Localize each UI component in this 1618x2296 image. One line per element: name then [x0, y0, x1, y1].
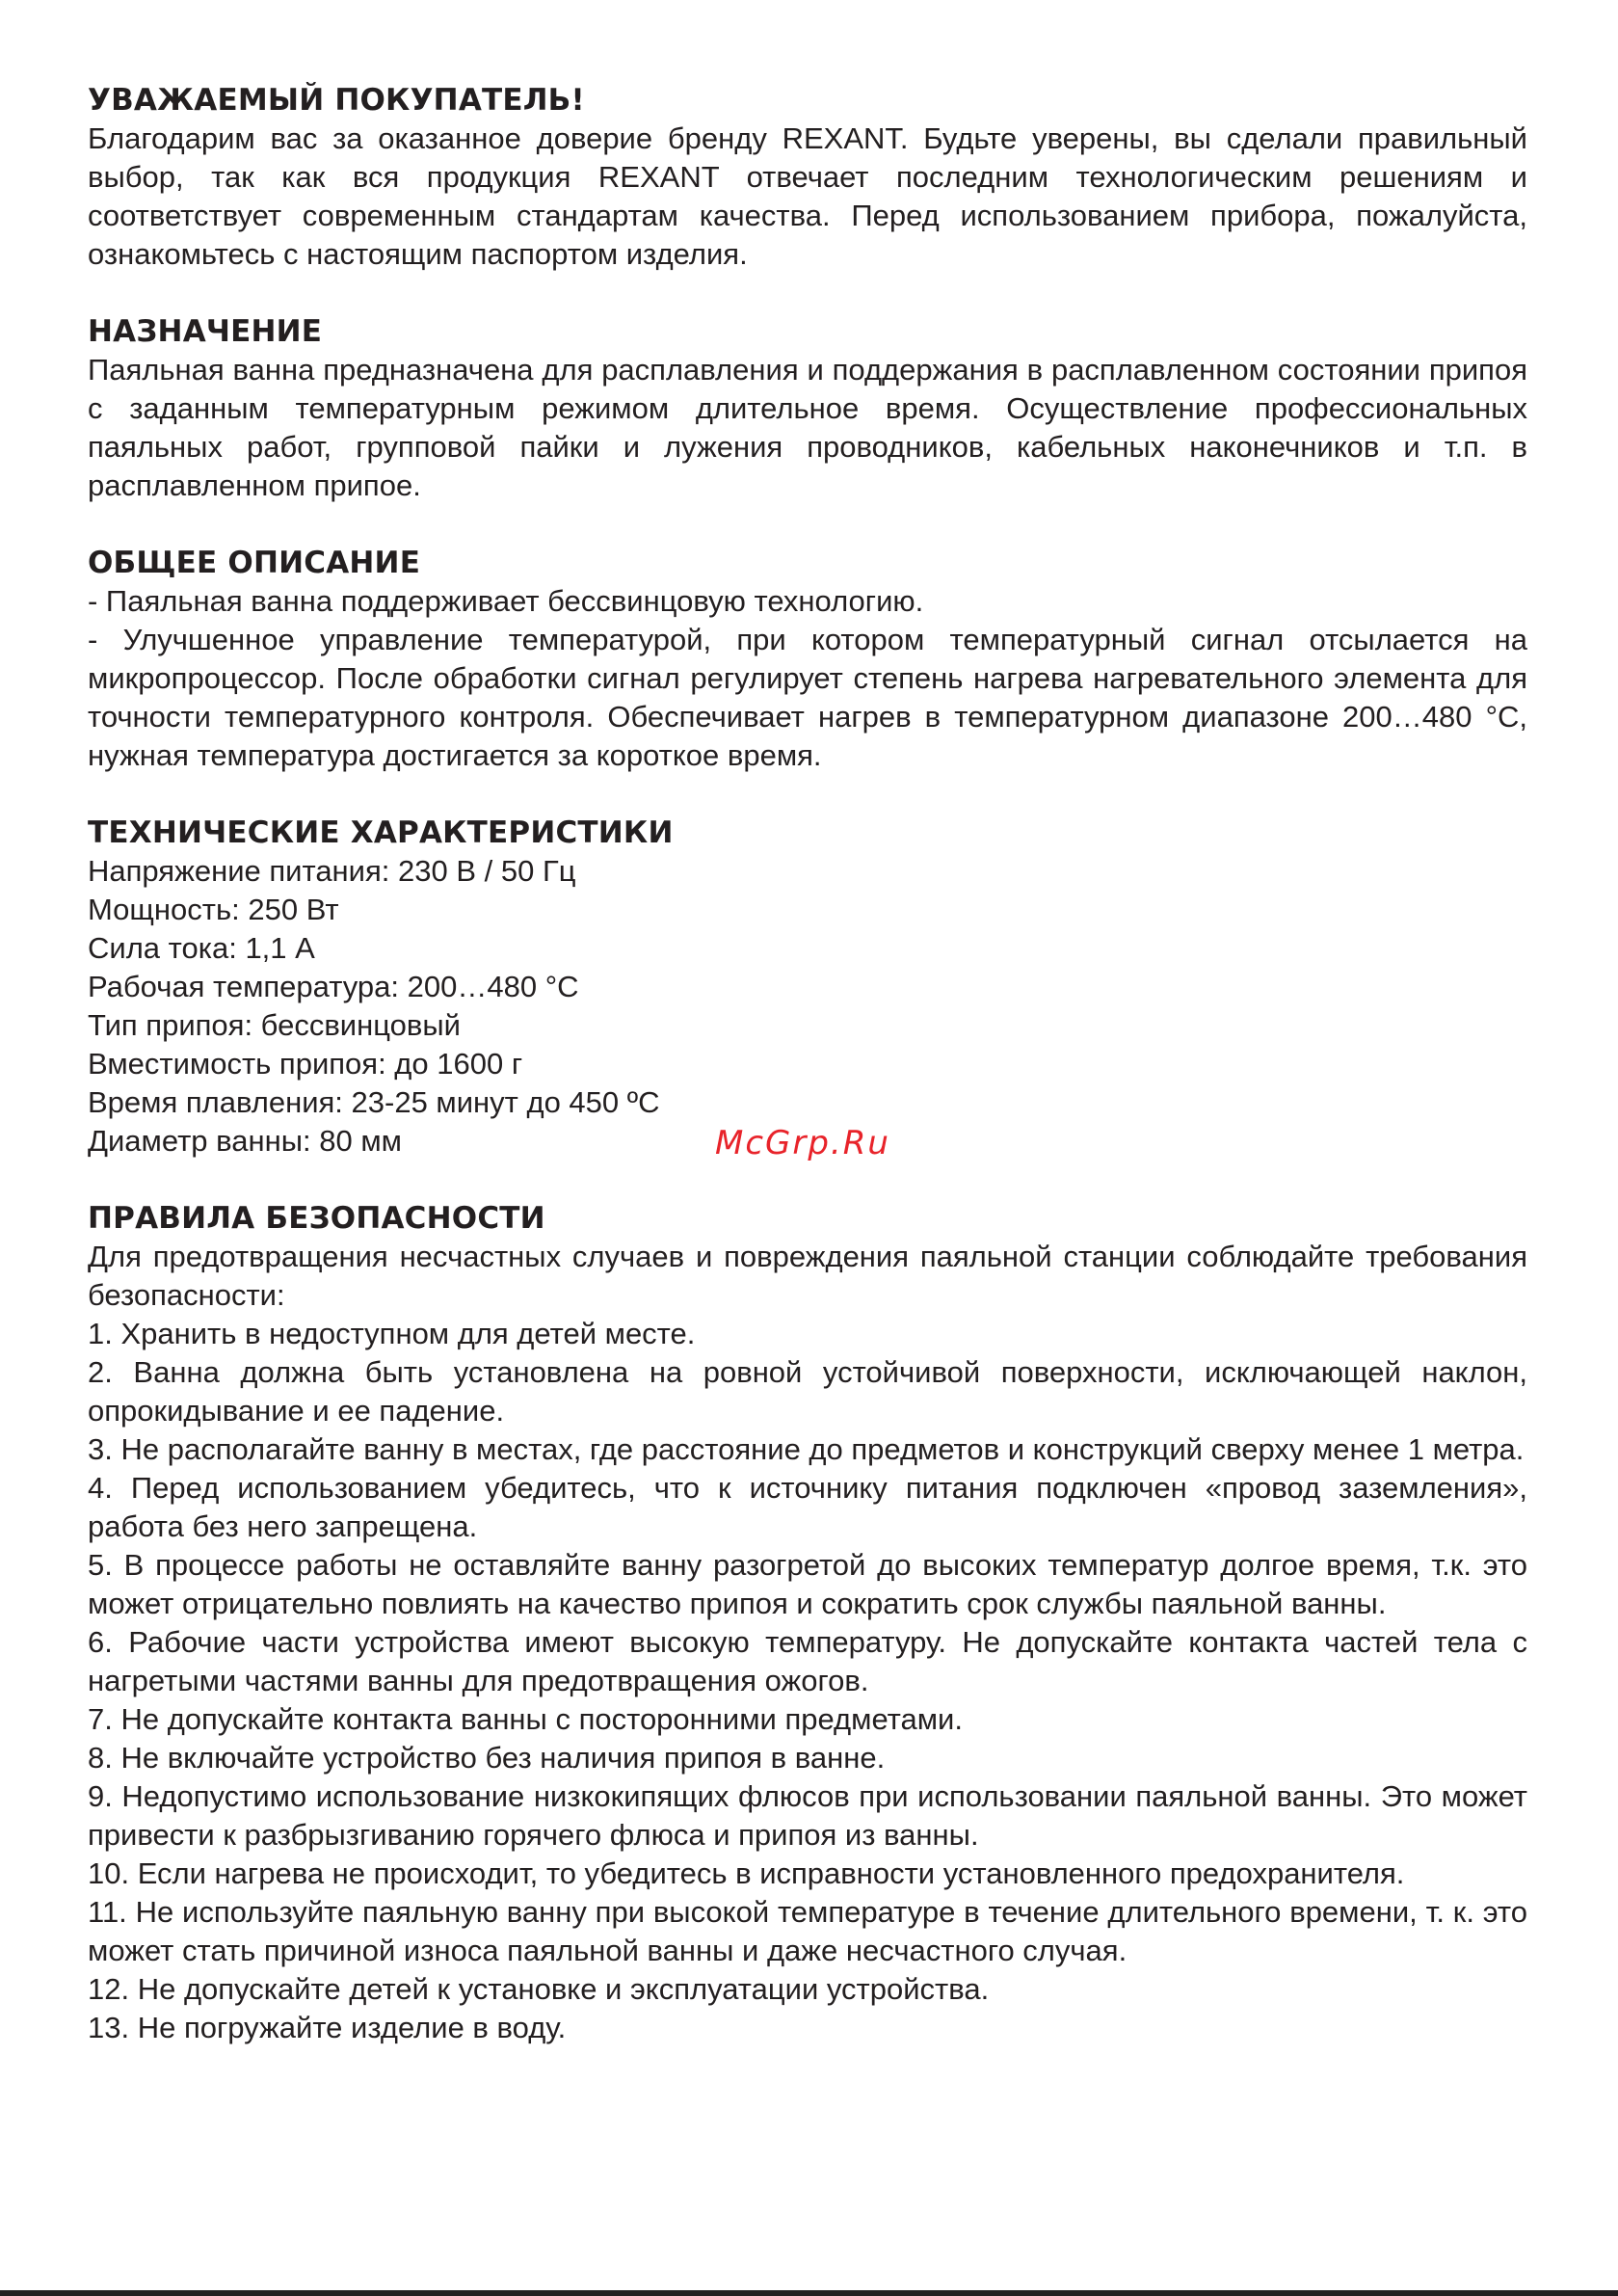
safety-item: 10. Если нагрева не происходит, то убедитесь в исправности установленного предохранителя.: [88, 1856, 1405, 1890]
spec-working-temperature: Рабочая температура: 200…480 °C: [88, 970, 579, 1003]
spec-voltage: Напряжение питания: 230 В / 50 Гц: [88, 854, 576, 888]
document-page: [88, 81, 1527, 2086]
spec-melting-time: Время плавления: 23-25 минут до 450 ºC: [88, 1085, 660, 1119]
section-safety: [88, 1199, 1527, 2047]
section-title-safety: ПРАВИЛА БЕЗОПАСНОСТИ: [88, 1201, 545, 1236]
safety-item: 8. Не включайте устройство без наличия припоя в ванне.: [88, 1741, 886, 1775]
bottom-divider: [0, 2290, 1618, 2296]
section-title-greeting: УВАЖАЕМЫЙ ПОКУПАТЕЛЬ!: [88, 83, 585, 118]
section-purpose: [88, 312, 1527, 505]
safety-item: 12. Не допускайте детей к установке и эксплуатации устройства.: [88, 1972, 990, 2006]
safety-item: 9. Недопустимо использование низкокипящих флюсов при использовании паяльной ванны. Это может привести к разбрызгиванию горячего флюса и припоя из ванны.: [88, 1779, 1527, 1852]
safety-item: 1. Хранить в недоступном для детей месте.: [88, 1317, 696, 1350]
safety-item: 5. В процессе работы не оставляйте ванну разогретой до высоких температур долгое время, т.к. это может отрицательно повлиять на качество припоя и сократить срок службы паяльной ванны.: [88, 1548, 1527, 1620]
safety-item: 13. Не погружайте изделие в воду.: [88, 2011, 567, 2044]
greeting-text: Благодарим вас за оказанное доверие бренду REXANT. Будьте уверены, вы сделали правильный выбор, так как вся продукция REXANT отвечает последним технологическим решениям и соответствует современным стандартам качества. Перед использованием прибора, пожалуйста, ознакомьтесь с настоящим паспортом изделия.: [88, 121, 1527, 271]
safety-intro: Для предотвращения несчастных случаев и повреждения паяльной станции соблюдайте требования безопасности:: [88, 1240, 1527, 1312]
safety-item: 11. Не используйте паяльную ванну при высокой температуре в течение длительного времени, т. к. это может стать причиной износа паяльной ванны и даже несчастного случая.: [88, 1895, 1527, 1967]
safety-item: 3. Не располагайте ванну в местах, где расстояние до предметов и конструкций сверху менее 1 метра.: [88, 1432, 1525, 1466]
spec-current: Сила тока: 1,1 А: [88, 931, 315, 965]
description-item: - Паяльная ванна поддерживает бессвинцовую технологию.: [88, 584, 924, 618]
section-title-specs: ТЕХНИЧЕСКИЕ ХАРАКТЕРИСТИКИ: [88, 815, 674, 850]
section-title-description: ОБЩЕЕ ОПИСАНИЕ: [88, 546, 421, 580]
description-item: - Улучшенное управление температурой, при котором температурный сигнал отсылается на микропроцессор. После обработки сигнал регулирует степень нагрева нагревательного элемента для точности температурного контроля. Обеспечивает нагрев в температурном диапазоне 200…480 °C, нужная температура достигается за короткое время.: [88, 623, 1527, 772]
safety-item: 7. Не допускайте контакта ванны с посторонними предметами.: [88, 1702, 963, 1736]
section-specs: [88, 814, 1527, 1161]
spec-solder-capacity: Вместимость припоя: до 1600 г: [88, 1047, 523, 1081]
section-title-purpose: НАЗНАЧЕНИЕ: [88, 314, 323, 349]
spec-power: Мощность: 250 Вт: [88, 893, 339, 926]
safety-item: 6. Рабочие части устройства имеют высокую температуру. Не допускайте контакта частей тела с нагретыми частями ванны для предотвращения ожогов.: [88, 1625, 1527, 1697]
spec-bath-diameter: Диаметр ванны: 80 мм: [88, 1124, 402, 1158]
safety-item: 2. Ванна должна быть установлена на ровной устойчивой поверхности, исключающей наклон, опрокидывание и ее падение.: [88, 1355, 1527, 1428]
watermark-text: McGrp.Ru: [715, 1124, 890, 1162]
safety-item: 4. Перед использованием убедитесь, что к источнику питания подключен «провод заземления», работа без него запрещена.: [88, 1471, 1527, 1543]
purpose-text: Паяльная ванна предназначена для расплавления и поддержания в расплавленном состоянии припоя с заданным температурным режимом длительное время. Осуществление профессиональных паяльных работ, групповой пайки и лужения проводников, кабельных наконечников и т.п. в расплавленном припое.: [88, 353, 1527, 502]
spec-solder-type: Тип припоя: бессвинцовый: [88, 1008, 461, 1042]
section-greeting: [88, 81, 1527, 274]
section-description: [88, 544, 1527, 775]
